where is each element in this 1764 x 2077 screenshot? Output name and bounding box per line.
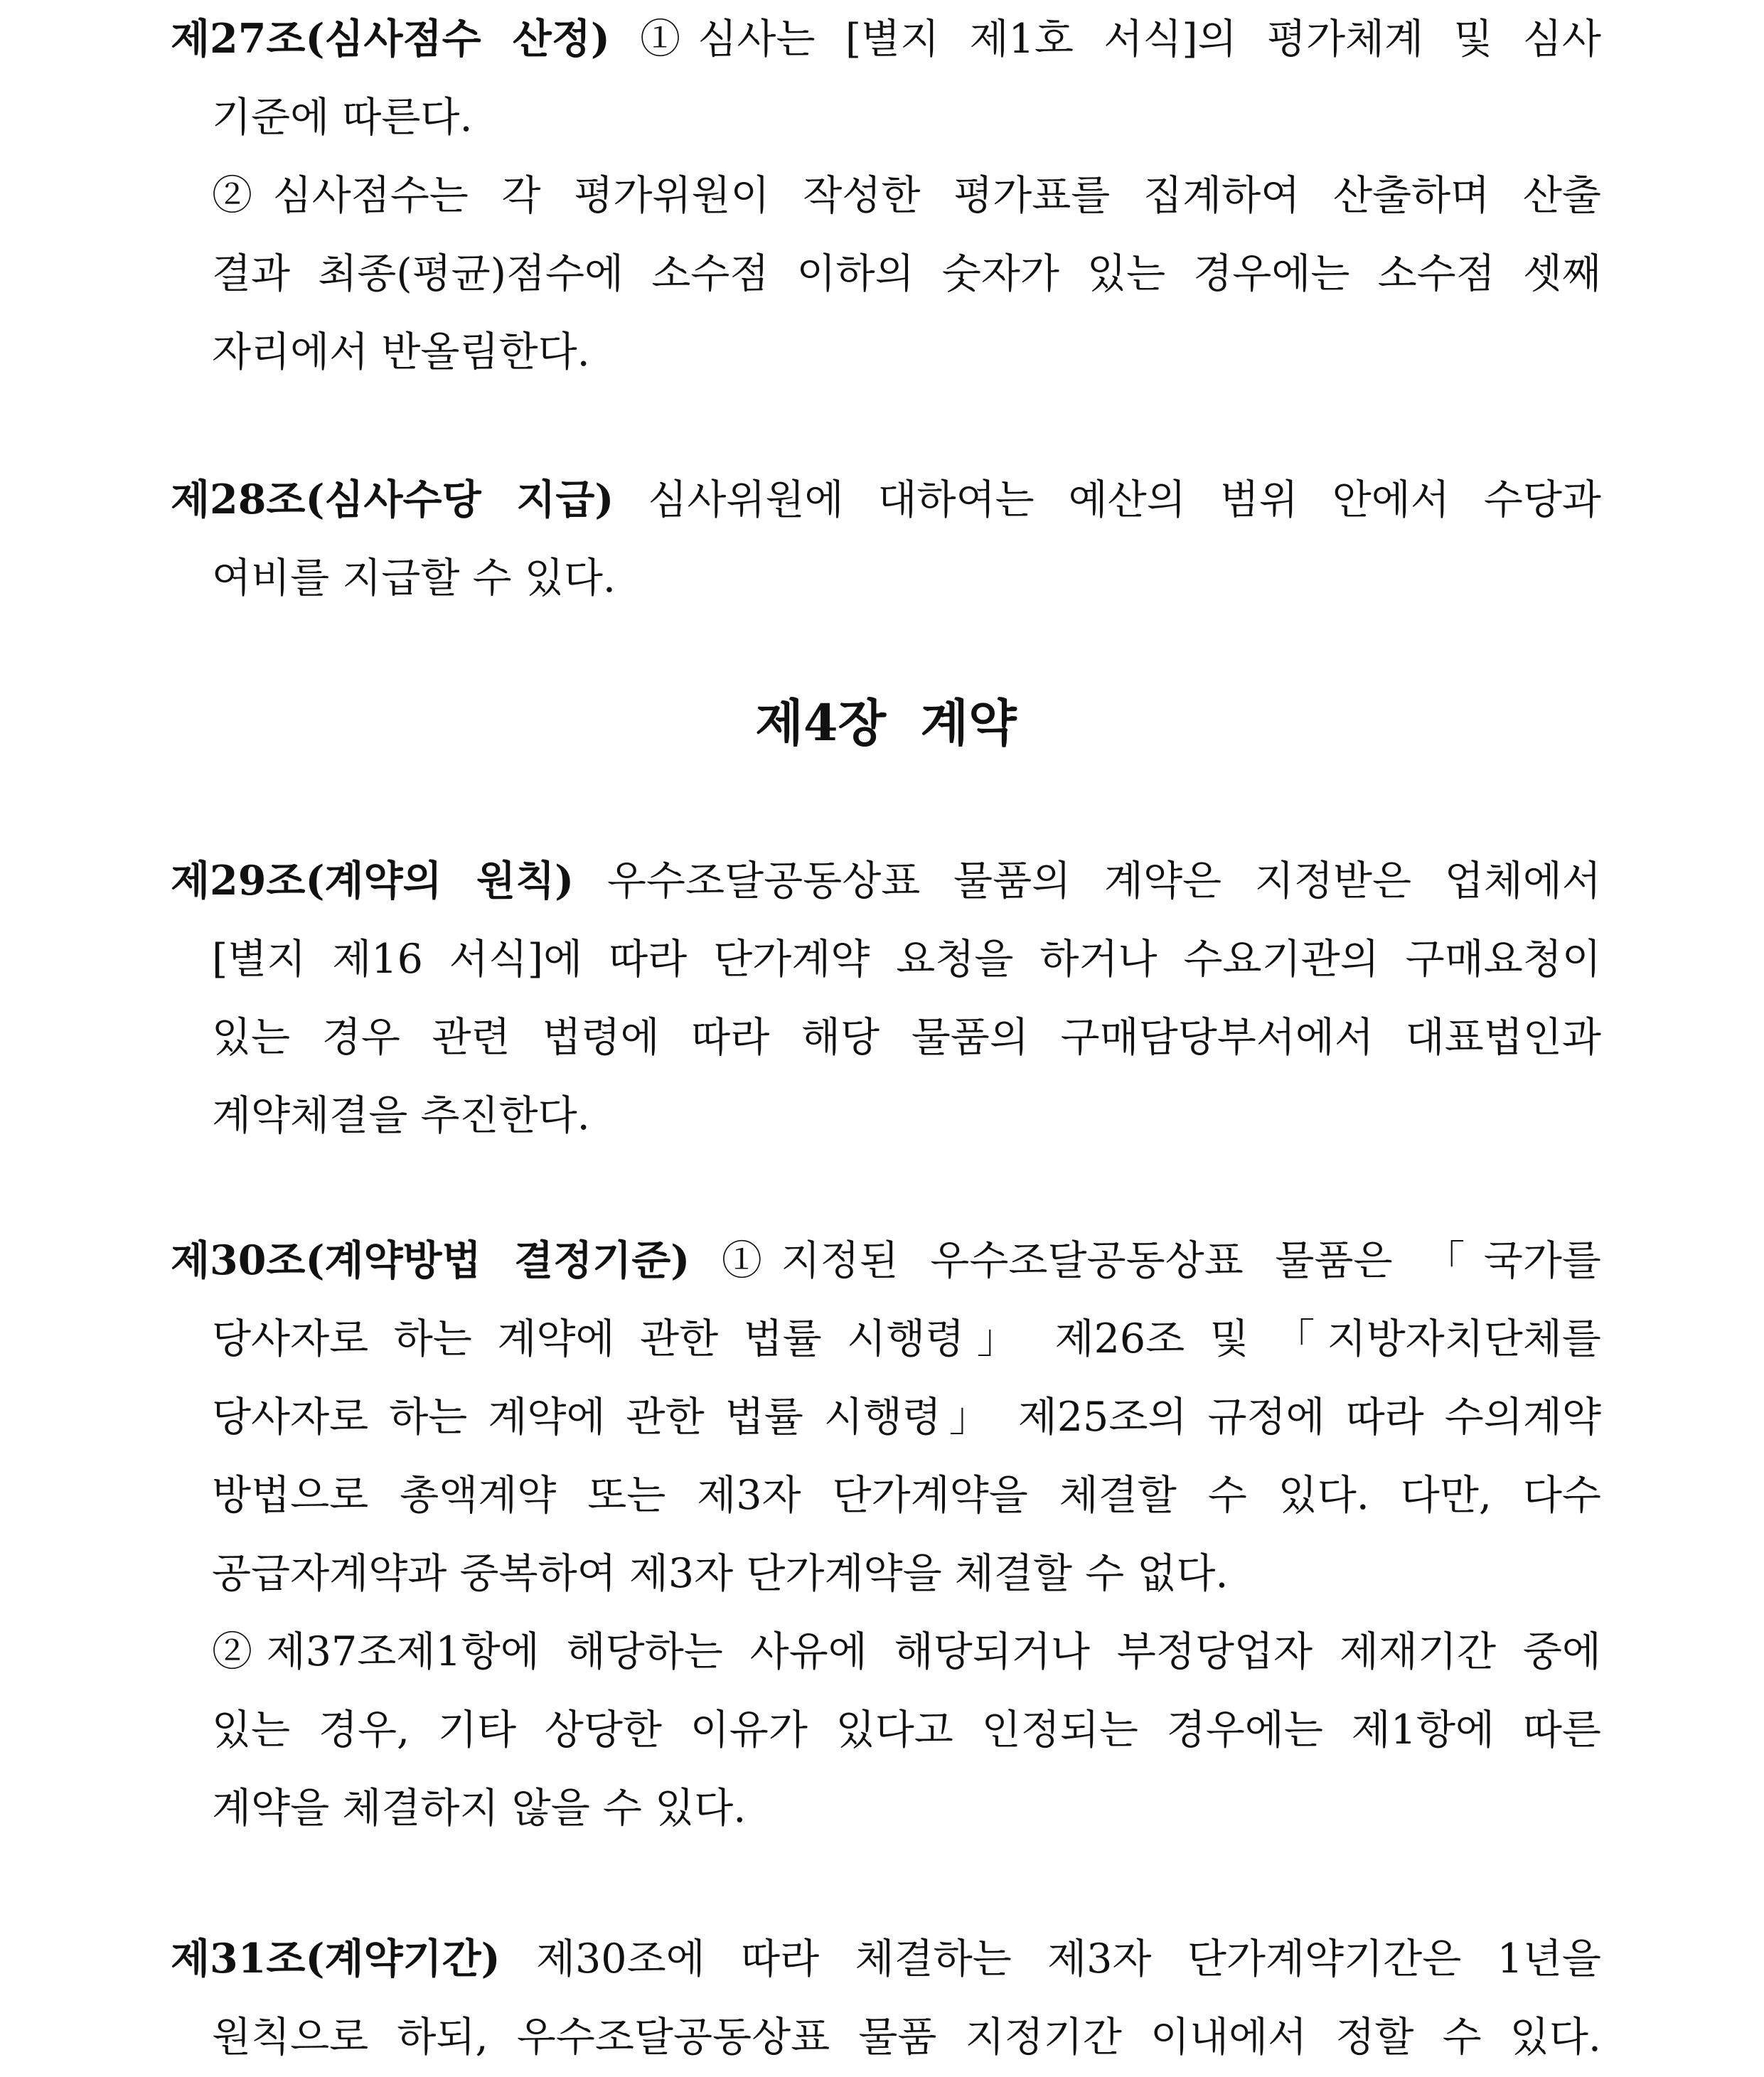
article-line: 계약을 체결하지 않을 수 있다. — [212, 1785, 747, 1832]
article-line: [별지 제16 서식]에 따라 단가계약 요청을 하거나 수요기관의 구매요청이 — [212, 936, 1601, 983]
article-heading: 제30조(계약방법 결정기준) — [171, 1237, 690, 1284]
article-29 — [171, 842, 1601, 1155]
article-text: 심사위원에 대하여는 예산의 범위 안에서 수당과 — [648, 476, 1601, 523]
article-line: ②제37조제1항에 해당하는 사유에 해당되거나 부정당업자 제재기간 중에 — [212, 1628, 1601, 1675]
article-line: 있는 경우 관련 법령에 따라 해당 물품의 구매담당부서에서 대표법인과 — [212, 1014, 1601, 1061]
article-line: 있는 경우, 기타 상당한 이유가 있다고 인정되는 경우에는 제1항에 따른 — [212, 1707, 1601, 1753]
article-line: 결과 최종(평균)점수에 소수점 이하의 숫자가 있는 경우에는 소수점 셋째 — [212, 250, 1601, 297]
article-text: ①심사는 [별지 제1호 서식]의 평가체계 및 심사 — [640, 16, 1601, 63]
article-first-line — [171, 1222, 1601, 1300]
article-first-line — [171, 842, 1601, 920]
article-heading: 제31조(계약기간) — [171, 1935, 501, 1982]
article-line: 방법으로 총액계약 또는 제3자 단가계약을 체결할 수 있다. 다만, 다수 — [212, 1472, 1601, 1519]
article-text: 우수조달공동상표 물품의 계약은 지정받은 업체에서 — [606, 858, 1601, 904]
article-line: 여비를 지급할 수 있다. — [212, 555, 616, 602]
chapter-title — [171, 684, 1601, 762]
article-first-line — [171, 461, 1601, 539]
article-heading: 제28조(심사수당 지급) — [171, 476, 614, 523]
article-line: 원칙으로 하되, 우수조달공동상표 물품 지정기간 이내에서 정할 수 있다. — [212, 2014, 1601, 2061]
article-line: 당사자로 하는 계약에 관한 법률 시행령」 제26조 및 「지방자치단체를 — [212, 1315, 1601, 1362]
article-line: 계약체결을 추진한다. — [212, 1092, 590, 1139]
article-text: 제30조에 따라 체결하는 제3자 단가계약기간은 1년을 — [535, 1935, 1601, 1982]
article-heading: 제27조(심사점수 산정) — [171, 15, 610, 63]
article-heading: 제29조(계약의 원칙) — [171, 857, 574, 904]
article-line: 기준에 따른다. — [212, 94, 473, 141]
article-28 — [171, 461, 1601, 617]
article-first-line — [171, 0, 1601, 78]
article-line: 자리에서 반올림한다. — [212, 329, 590, 375]
chapter-title-text: 제4장 계약 — [755, 693, 1017, 752]
article-text: ①지정된 우수조달공동상표 물품은 「국가를 — [721, 1237, 1601, 1284]
article-30 — [171, 1222, 1601, 1847]
article-27 — [171, 0, 1601, 391]
article-31 — [171, 1920, 1601, 2076]
article-first-line — [171, 1920, 1601, 1998]
article-line: ②심사점수는 각 평가위원이 작성한 평가표를 집계하여 산출하며 산출 — [212, 172, 1601, 219]
article-line: 공급자계약과 중복하여 제3자 단가계약을 체결할 수 없다. — [212, 1550, 1229, 1597]
article-line: 당사자로 하는 계약에 관한 법률 시행령」 제25조의 규정에 따라 수의계약 — [212, 1394, 1601, 1441]
